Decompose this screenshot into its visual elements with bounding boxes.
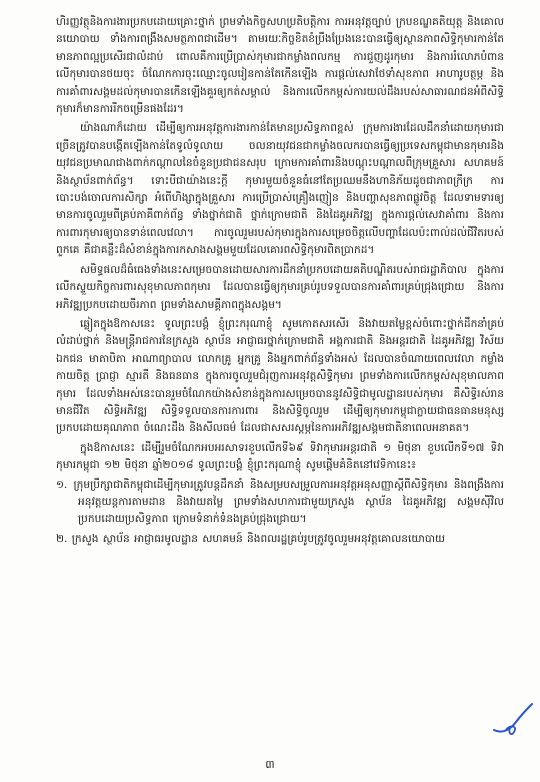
- page-number: ៣: [265, 758, 275, 771]
- paragraph: យ៉ាងណាក៏ដោយ ដើម្បីឲ្យការអនុវត្តការងារកាន់តែមានប្រសិទ្ធភាពខ្ពស់ ក្រុមការងារដែលដឹកនាំដោយកុមារជាច្រើនត្រូវបានបង្កើតឡើងកាន់តែទូលំទូលាយ ចលនាយុវជនជាកម្លាំងចលករបានធ្វើឲ្យប្រទេសកម្ពុជាមានកុមារនិងយុវជនប្រមាណជាងពាក់កណ្តាលនៃចំនួនប្រជាជនសរុប ក្រោមការគាំពារនិងបណ្តុះបណ្តាលពីក្រុមគ្រួសារ សហគមន៍ និងស្ថាប័នពាក់ព័ន្ធ។ ទោះបីជាយ៉ាងនេះក្តី កុមារមួយចំនួនធំនៅតែប្រឈមនឹងហានិភ័យដូចជាភាពក្រីក្រ ការបោះបង់ចោលការសិក្សា អំពើហិង្សាក្នុងគ្រួសារ ការប្រើប្រាស់គ្រឿងញៀន និងបញ្ហាសុខភាពផ្លូវចិត្ត ដែលទាមទារឲ្យមានការចូលរួមពីគ្រប់ភាគីពាក់ព័ន្ធ ទាំងថ្នាក់ជាតិ ថ្នាក់ក្រោមជាតិ និងដៃគូអភិវឌ្ឍ ក្នុងការផ្តល់សេវាគាំពារ និងការការពារកុមារឲ្យបានទាន់ពេលវេលា។ ការចូលរួមរបស់កុមារក្នុងការសម្រេចចិត្តលើបញ្ហាដែលប៉ះពាល់ដល់ជីវិតរបស់ពួកគេ គឺជាគន្លឹះដ៏សំខាន់ក្នុងការកសាងសង្គមមួយដែលគោរពសិទ្ធិកុមារពិតប្រាកដ។: [56, 122, 504, 257]
- paragraph: ហិរញ្ញវត្ថុនិងការងារប្រកបដោយគ្រោះថ្នាក់ ព្រមទាំងកិច្ចសហប្រតិបត្តិការ ការអនុវត្តច្បាប់ ក្របខណ្ឌគតិយុត្ត និងគោលនយោបាយ ទាំងការពង្រឹងសមត្ថភាពជាដើម។ តាមរយៈកិច្ចខិតខំប្រឹងប្រែងនេះបានធ្វើឲ្យស្ថានភាពសិទ្ធិកុមារកាន់តែមានភាពល្អប្រសើរជាលំដាប់ ពោលគឺការប្រើប្រាស់កុមារជាកម្លាំងពលកម្ម ការជួញដូរកុមារ និងការរំលោភបំពានលើកុមារបានថយចុះ ចំណែកការចុះឈ្មោះចូលរៀនកាន់តែកើនឡើង ការផ្តល់សេវាថែទាំសុខភាព អាហារូបត្ថម្ភ និងការគាំពារសង្គមដល់កុមារបានកើនឡើងគួរឲ្យកត់សម្គាល់ និងការលើកកម្ពស់ការយល់ដឹងរបស់សាធារណជនអំពីសិទ្ធិកុមារក៏មានការរីកចម្រើនផងដែរ។: [56, 16, 504, 116]
- paragraph: សមិទ្ធផលដ៏ធំធេងទាំងនេះសម្រេចបានដោយសារការដឹកនាំប្រកបដោយគតិបណ្ឌិតរបស់រាជរដ្ឋាភិបាល ក្នុងការលើកស្ទួយកិច្ចការពារសុខុមាលភាពកុមារ ដែលបានធ្វើឲ្យកុមារគ្រប់រូបទទួលបានការគាំពារគ្រប់ជ្រុងជ្រោយ និងការអភិវឌ្ឍប្រកបដោយចីរភាព ព្រមទាំងសាមគ្គីភាពក្នុងសង្គម។: [56, 263, 504, 311]
- numbered-item: ១. ក្រុមប្រឹក្សាជាតិកម្ពុជាដើម្បីកុមារត្រូវបន្តដឹកនាំ និងសម្របសម្រួលការអនុវត្តអនុសញ្ញាស្តីពីសិទ្ធិកុមារ និងពង្រឹងការអនុវត្តយន្តការតាមដាន និងវាយតម្លៃ ព្រមទាំងសហការជាមួយក្រសួង ស្ថាប័ន ដៃគូអភិវឌ្ឍ សង្គមស៊ីវិលប្រកបដោយប្រសិទ្ធភាព ក្រោមទំនាក់ទំនងគ្រប់ជ្រុងជ្រោយ។: [56, 478, 504, 526]
- signature-mark: [488, 700, 536, 740]
- numbered-item: ២. ក្រសួង ស្ថាប័ន អាជ្ញាធរមូលដ្ឋាន សហគមន៍ និងពលរដ្ឋគ្រប់រូបត្រូវចូលរួមអនុវត្តគោលនយោបាយ: [56, 532, 446, 545]
- paragraph: ឆ្លៀតក្នុងឱកាសនេះ ទូលព្រះបង្គំ ខ្ញុំព្រះករុណាខ្ញុំ សូមកោតសរសើរ និងវាយតម្លៃខ្ពស់ចំពោះថ្នាក់ដឹកនាំគ្រប់លំដាប់ថ្នាក់ និងមន្ត្រីរាជការនៃក្រសួង ស្ថាប័ន អាជ្ញាធរថ្នាក់ក្រោមជាតិ អង្គការជាតិ និងអន្តរជាតិ ដៃគូអភិវឌ្ឍ វិស័យឯកជន មាតាបិតា អាណាព្យាបាល លោកគ្រូ អ្នកគ្រូ និងអ្នកពាក់ព័ន្ធទាំងអស់ ដែលបានចំណាយពេលវេលា កម្លាំងកាយចិត្ត ប្រាជ្ញា ស្មារតី និងធនធាន ក្នុងការចូលរួមជំរុញការអនុវត្តសិទ្ធិកុមារ ព្រមទាំងការលើកកម្ពស់សុខុមាលភាពកុមារ ដែលទាំងអស់នេះបានរួមចំណែកយ៉ាងសំខាន់ក្នុងការសម្រេចបាននូវសិទ្ធិជាមូលដ្ឋានរបស់កុមារ គឺសិទ្ធិរស់រានមានជីវិត សិទ្ធិអភិវឌ្ឍ សិទ្ធិទទួលបានការការពារ និងសិទ្ធិចូលរួម ដើម្បីឲ្យកុមារកម្ពុជាក្លាយជាធនធានមនុស្សប្រកបដោយគុណភាព ចំណេះដឹង និងសីលធម៌ ដែលជាសសរស្តម្ភនៃការអភិវឌ្ឍសង្គមជាតិនាពេលអនាគត។: [56, 317, 504, 435]
- paragraph: ក្នុងឱកាសនេះ ដើម្បីរួមចំណែកអបអរសាទរខួបលើកទី៦៩ ទិវាកុមារអន្តរជាតិ ១ មិថុនា ខួបលើកទី១៧ ទិវាកុមារកម្ពុជា ១២ មិថុនា ឆ្នាំ២០១៨ ទូលព្រះបង្គំ ខ្ញុំព្រះករុណាខ្ញុំ សូមផ្តើមគំនិតនៅវេទិកានេះ៖: [56, 441, 504, 472]
